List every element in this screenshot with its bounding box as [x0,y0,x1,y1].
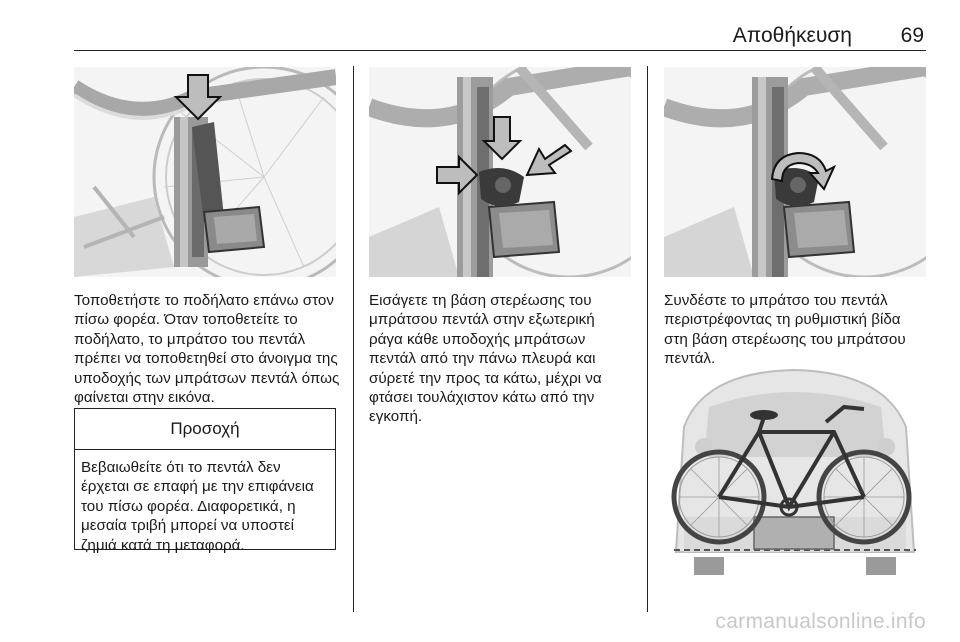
notice-text: Βεβαιωθείτε ότι το πεντάλ δεν έρχεται σε επαφή με την επιφάνεια του πίσω φορέα. Διαφορετικά, η μεσαία τριβή μπορεί να υποστεί ζημιά κατά τη μεταφορά. [81,459,314,554]
footer-watermark: carmanualsonline.info [715,610,926,633]
car-rear-bicycle-carrier-illustration [664,367,926,582]
pedal-arm-clamp-insert-illustration [369,67,631,277]
adjusting-screw-rotate-illustration [664,67,926,277]
column-divider [353,66,354,612]
column-divider [647,66,648,612]
instruction-text: Εισάγετε τη βάση στερέωσης του μπράτσου πεντάλ στην εξωτερική ράγα κάθε υποδοχής μπράτσων πεντάλ από την πάνω πλευρά και σύρετέ την προς τα κάτω, μέχρι να φτάσει τουλάχιστον κάτω από την εγκοπή. [369,292,602,426]
page-number: 69 [900,24,924,47]
section-title: Αποθήκευση [732,24,852,47]
illustration-svg [369,67,631,277]
notice-title: Προσοχή [75,409,335,450]
header-rule [74,50,926,51]
instruction-text: Συνδέστε το μπράτσο του πεντάλ περιστρέφοντας τη ρυθμιστική βίδα στη βάση στερέωσης του μπράτσου πεντάλ. [664,292,906,368]
caution-notice [74,408,336,554]
illustration-svg [664,67,926,277]
illustration-svg [74,67,336,277]
bike-pedal-arm-holder-illustration [74,67,336,277]
illustration-svg [664,367,926,582]
instruction-text: Τοποθετήστε το ποδήλατο επάνω στον πίσω φορέα. Όταν τοποθετείτε το ποδήλατο, το μπράτσο του πεντάλ πρέπει να τοποθετηθεί στο άνοιγμα της υποδοχής των μπράτσων πεντάλ όπως φαίνεται στην εικόνα. [74,292,340,407]
page-header [74,24,924,52]
